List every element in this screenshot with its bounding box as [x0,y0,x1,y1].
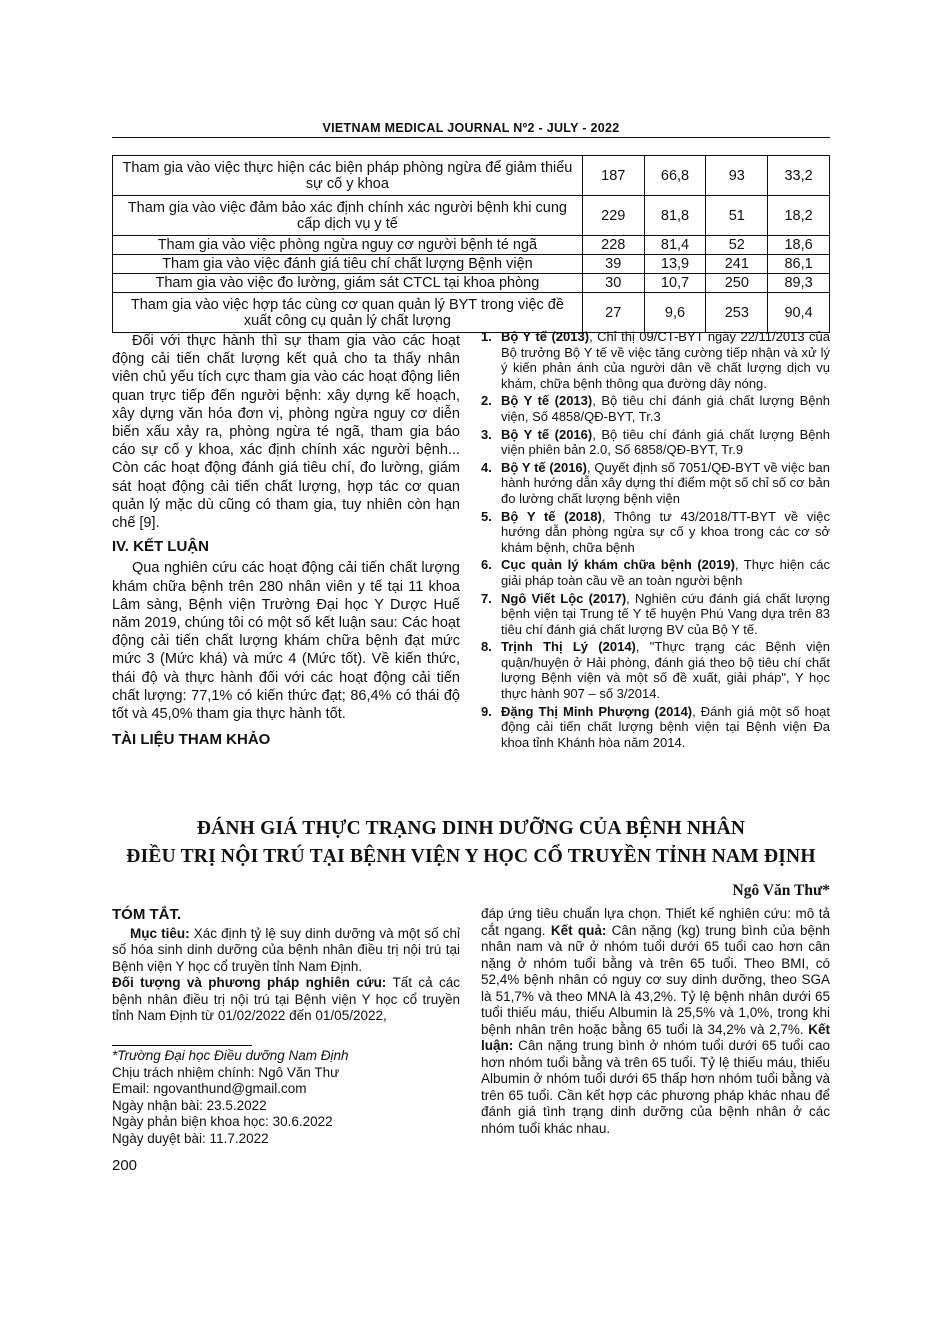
reference-item: 5. Bộ Y tế (2018), Thông tư 43/2018/TT-BYT về việc hướng dẫn phòng ngừa sự cố y khoa trong các cơ sở khám bệnh, chữa bệnh [481,508,830,555]
table-cell: 241 [706,255,768,274]
reference-item: 8. Trịnh Thị Lý (2014), "Thực trạng các Bệnh viện quận/huyện ở Hải phòng, đánh giá theo bộ tiêu chí chất lượng Bệnh viện và một số đề xuất, giải pháp", Y học thực hành 907 – số 3/2014. [481,639,830,702]
journal-header: VIETNAM MEDICAL JOURNAL Nº2 - JULY - 2022 [322,121,620,135]
table-cell: 9,6 [644,293,706,333]
reference-item: 3. Bộ Y tế (2016), Bộ tiêu chí đánh giá chất lượng Bệnh viện phiên bản 2.0, Số 6858/QĐ-BYT, Tr.9 [481,426,830,458]
reference-author: Bộ Y tế (2013) [501,329,590,344]
footnote-approved: Ngày duyệt bài: 11.7.2022 [112,1130,269,1146]
conclusion-label: Kết luận: [481,1021,830,1053]
table-cell: 89,3 [768,274,830,293]
table-row [113,196,830,236]
table-cell: 10,7 [644,274,706,293]
table-cell: 81,8 [644,196,706,236]
table-cell: Tham gia vào việc phòng ngừa nguy cơ người bệnh té ngã [113,236,583,255]
reference-list [481,329,830,752]
reference-item: 2. Bộ Y tế (2013), Bộ tiêu chí đánh giá chất lượng Bệnh viện, Số 4858/QĐ-BYT, Tr.3 [481,393,830,424]
method-label: Đối tượng và phương pháp nghiên cứu: [112,975,387,990]
table-row [113,156,830,196]
reference-item: 1. Bộ Y tế (2013), Chỉ thị 09/CT-BYT ngày 22/11/2013 của Bộ trưởng Bộ Y tế về việc tăng cường tiếp nhận và xử lý ý kiến phản ánh của người dân về chất lượng dịch vụ khám, chữa bệnh thông qua đường dây nóng. [481,329,830,391]
header-rule [112,137,830,138]
table-cell: 250 [706,274,768,293]
reference-text: , Thông tư 43/2018/TT-BYT về việc hướng dẫn phòng ngừa sự cố y khoa trong các cơ sở khám bệnh, chữa bệnh [501,508,830,555]
footnote-email: Email: ngovanthund@gmail.com [112,1081,307,1096]
footnote-affiliation: *Trường Đại học Điều dưỡng Nam Định [112,1048,349,1063]
objective-text: Xác định tỷ lệ suy dinh dưỡng và một số chỉ số hóa sinh dinh dưỡng của bệnh nhân điều trị nội trú tại Bệnh viện Y học cổ truyền tỉnh Nam Định. [112,925,460,974]
left-column [112,332,460,752]
table-cell: 90,4 [768,293,830,333]
table-cell: 93 [706,156,768,196]
reference-text: , Bộ tiêu chí đánh giá chất lượng Bệnh viện, Số 4858/QĐ-BYT, Tr.3 [501,393,830,424]
article-author: Ngô Văn Thư* [732,882,830,899]
table-cell: Tham gia vào việc thực hiện các biện pháp phòng ngừa để giảm thiểu sự cố y khoa [113,156,583,196]
page-number: 200 [112,1157,138,1174]
reference-text: , "Thực trạng các Bệnh viện quận/huyện ở Hải phòng, đánh giá theo bộ tiêu chí chất lượng Bệnh viện và một số đề xuất, giải pháp", Y học thực hành 907 – số 3/2014. [501,639,830,702]
reference-author: Cục quản lý khám chữa bệnh (2019) [501,557,735,573]
table-row [113,236,830,255]
reference-author: Bộ Y tế (2016) [501,426,593,442]
table-cell: 18,6 [768,236,830,255]
table-row [113,293,830,333]
reference-item: 7. Ngô Viết Lộc (2017), Nghiên cứu đánh giá chất lượng bệnh viện tại Trung tế Y tế huyện Phú Vang dựa trên 83 tiêu chí đánh giá chất lượng BV của Bộ Y tế. [481,590,831,637]
result-label: Kết quả: [550,922,607,938]
reference-author: Đặng Thị Minh Phượng (2014) [501,703,693,719]
table-cell: 30 [582,274,644,293]
reference-item: 9. Đặng Thị Minh Phượng (2014), Đánh giá một số hoạt động cải tiến chất lượng bệnh viện tại Bệnh viện Đa khoa tỉnh Khánh hòa năm 2014. [481,703,830,750]
table-cell: 52 [706,236,768,255]
reference-text: , Nghiên cứu đánh giá chất lượng bệnh viện tại Trung tế Y tế huyện Phú Vang dựa trên 83 tiêu chí đánh giá chất lượng BV của Bộ Y tế. [501,590,831,637]
table-row [113,255,830,274]
conclusion-text: Cân nặng trung bình ở nhóm tuổi dưới 65 tuổi cao hơn nhóm tuổi bằng và trên 65 tuổi. Tỷ lệ thiếu máu, thiếu Albumin ở nhóm tuổi dưới 65 thấp hơn nhóm tuổi bằng và trên 65 tuổi. Cần kết hợp các phương pháp khác nhau để đánh giá tình trạng dinh dưỡng của bệnh nhân ở các nhóm tuổi khác nhau. [481,1038,830,1136]
references-heading: TÀI LIỆU THAM KHẢO [112,731,271,749]
table-cell: Tham gia vào việc đảm bảo xác định chính xác người bệnh khi cung cấp dịch vụ y tế [113,196,583,236]
footnote-received: Ngày nhận bài: 23.5.2022 [112,1097,267,1113]
table-cell: 27 [582,293,644,333]
table-cell: 18,2 [768,196,830,236]
table-cell: Tham gia vào việc hợp tác cùng cơ quan quản lý BYT trong việc đề xuất công cụ quản lý chất lượng [113,293,583,333]
reference-author: Trịnh Thị Lý (2014) [501,639,636,655]
reference-text: , Thực hiện các giải pháp toàn cầu về an toàn người bệnh [501,557,830,588]
table-cell: 39 [582,255,644,274]
table-cell: 228 [582,236,644,255]
conclusion-paragraph: Qua nghiên cứu các hoạt động cải tiến chất lượng khám chữa bệnh trên 280 nhân viên y tế tại 11 khoa Lâm sàng, Bệnh viện Trường Đại học Y Dược Huế năm 2019, chúng tôi có một số kết luận sau: Các hoạt động cải tiến chất lượng khám chữa bệnh đạt mức mức 3 (Mức khá) và mức 4 (Mức tốt). Về kiến thức, thái độ và thực hành đối với các hoạt động cải tiến chất lượng: 77,1% có kiến thức đạt; 86,4% có thái độ tốt và 45,0% tham gia thực hành tốt. [112,560,460,723]
reference-text: , Đánh giá một số hoạt động cải tiến chất lượng bệnh viện tại Bệnh viện Đa khoa tỉnh Khánh hòa năm 2014. [501,703,830,750]
discussion-paragraph: Đối với thực hành thì sự tham gia vào các hoạt động cải tiến chất lượng kết quả cho ta thấy nhân viên chủ yếu tích cực tham gia vào các hoạt động liên quan trực tiếp đến người bệnh: xây dựng kế hoạch, xây dựng văn hóa đơn vị, phòng ngừa nguy cơ diễn biến xấu xảy ra, phòng ngừa té ngã, tham gia báo cáo sự cố y khoa, xác định chính xác người bệnh... Còn các hoạt động đánh giá tiêu chí, đo lường, giám sát hoạt động cải tiến chất lượng, hợp tác cơ quan quản lý mặc dù cũng có tham gia, tuy nhiên còn hạn chế [9]. [112,333,460,532]
reference-author: Bộ Y tế (2018) [501,508,602,524]
table-cell: 253 [706,293,768,333]
reference-item: 4. Bộ Y tế (2016), Quyết định số 7051/QĐ-BYT về việc ban hành hướng dẫn xây dựng thí điểm một số chỉ số cơ bản đo lường chất lượng bệnh viện [481,459,830,506]
reference-text: , Chỉ thị 09/CT-BYT ngày 22/11/2013 của Bộ trưởng Bộ Y tế về việc tăng cường tiếp nhận và xử lý ý kiến phản ánh của người dân về chất lượng dịch vụ khám, chữa bệnh thông qua đường dây nóng. [501,329,830,391]
table-cell: 86,1 [768,255,830,274]
reference-author: Ngô Viết Lộc (2017) [501,590,627,606]
table-cell: Tham gia vào việc đánh giá tiêu chí chất lượng Bệnh viện [113,255,583,274]
table-cell: 66,8 [644,156,706,196]
reference-author: Bộ Y tế (2016) [501,459,587,475]
footnote-responsible: Chịu trách nhiệm chính: Ngô Văn Thư [112,1064,340,1080]
table-cell: 187 [582,156,644,196]
reference-author: Bộ Y tế (2013) [501,393,593,409]
result-text: Cân nặng (kg) trung bình của bệnh nhân nam và nữ ở nhóm tuổi dưới 65 tuổi cao hơn cân nặng ở nhóm tuổi bằng và trên 65 tuổi. Theo BMI, có 52,4% bệnh nhân có nguy cơ suy dinh dưỡng, theo SGA là 51,7% và theo MNA là 43,2%. Tỷ lệ bệnh nhân dưới 65 tuổi thiếu máu, thiếu Albumin là 25,5% và 1,0%, trong khi bệnh nhân trên hoặc bằng 65 tuổi là 34,2% và 2,7%. [481,922,831,1037]
table-cell: 51 [706,196,768,236]
method-text: Tất cả các bệnh nhân điều trị nội trú tại Bệnh viện Y học cổ truyền tỉnh Nam Định từ 01/02/2022 đến 01/05/2022, [112,975,460,1023]
design-text: đáp ứng tiêu chuẩn lựa chọn. Thiết kế nghiên cứu: mô tả cắt ngang. [481,906,830,938]
footnote-rule [112,1045,252,1046]
table-cell: 229 [582,196,644,236]
abstract-left [112,907,460,1025]
footnote-reviewed: Ngày phản biện khoa học: 30.6.2022 [112,1114,333,1129]
section-heading: IV. KẾT LUẬN [112,538,209,556]
footnote [112,1048,460,1147]
summary-heading: TÓM TẮT. [112,906,182,923]
table-cell: 81,4 [644,236,706,255]
article-title-line-2: ĐIỀU TRỊ NỘI TRÚ TẠI BỆNH VIỆN Y HỌC CỔ TRUYỀN TỈNH NAM ĐỊNH [126,846,816,867]
reference-text: , Bộ tiêu chí đánh giá chất lượng Bệnh viện phiên bản 2.0, Số 6858/QĐ-BYT, Tr.9 [501,426,830,458]
results-table [112,155,830,333]
reference-item: 6. Cục quản lý khám chữa bệnh (2019), Thực hiện các giải pháp toàn cầu về an toàn người bệnh [481,557,830,588]
table-cell: 33,2 [768,156,830,196]
table-cell: Tham gia vào việc đo lường, giám sát CTCL tại khoa phòng [113,274,583,293]
article-title-line-1: ĐÁNH GIÁ THỰC TRẠNG DINH DƯỠNG CỦA BỆNH NHÂN [196,818,746,839]
objective-label: Mục tiêu: [130,925,190,941]
abstract-right [481,906,830,1137]
reference-text: , Quyết định số 7051/QĐ-BYT về việc ban hành hướng dẫn xây dựng thí điểm một số chỉ số cơ bản đo lường chất lượng bệnh viện [501,459,830,506]
table-row [113,274,830,293]
table-cell: 13,9 [644,255,706,274]
